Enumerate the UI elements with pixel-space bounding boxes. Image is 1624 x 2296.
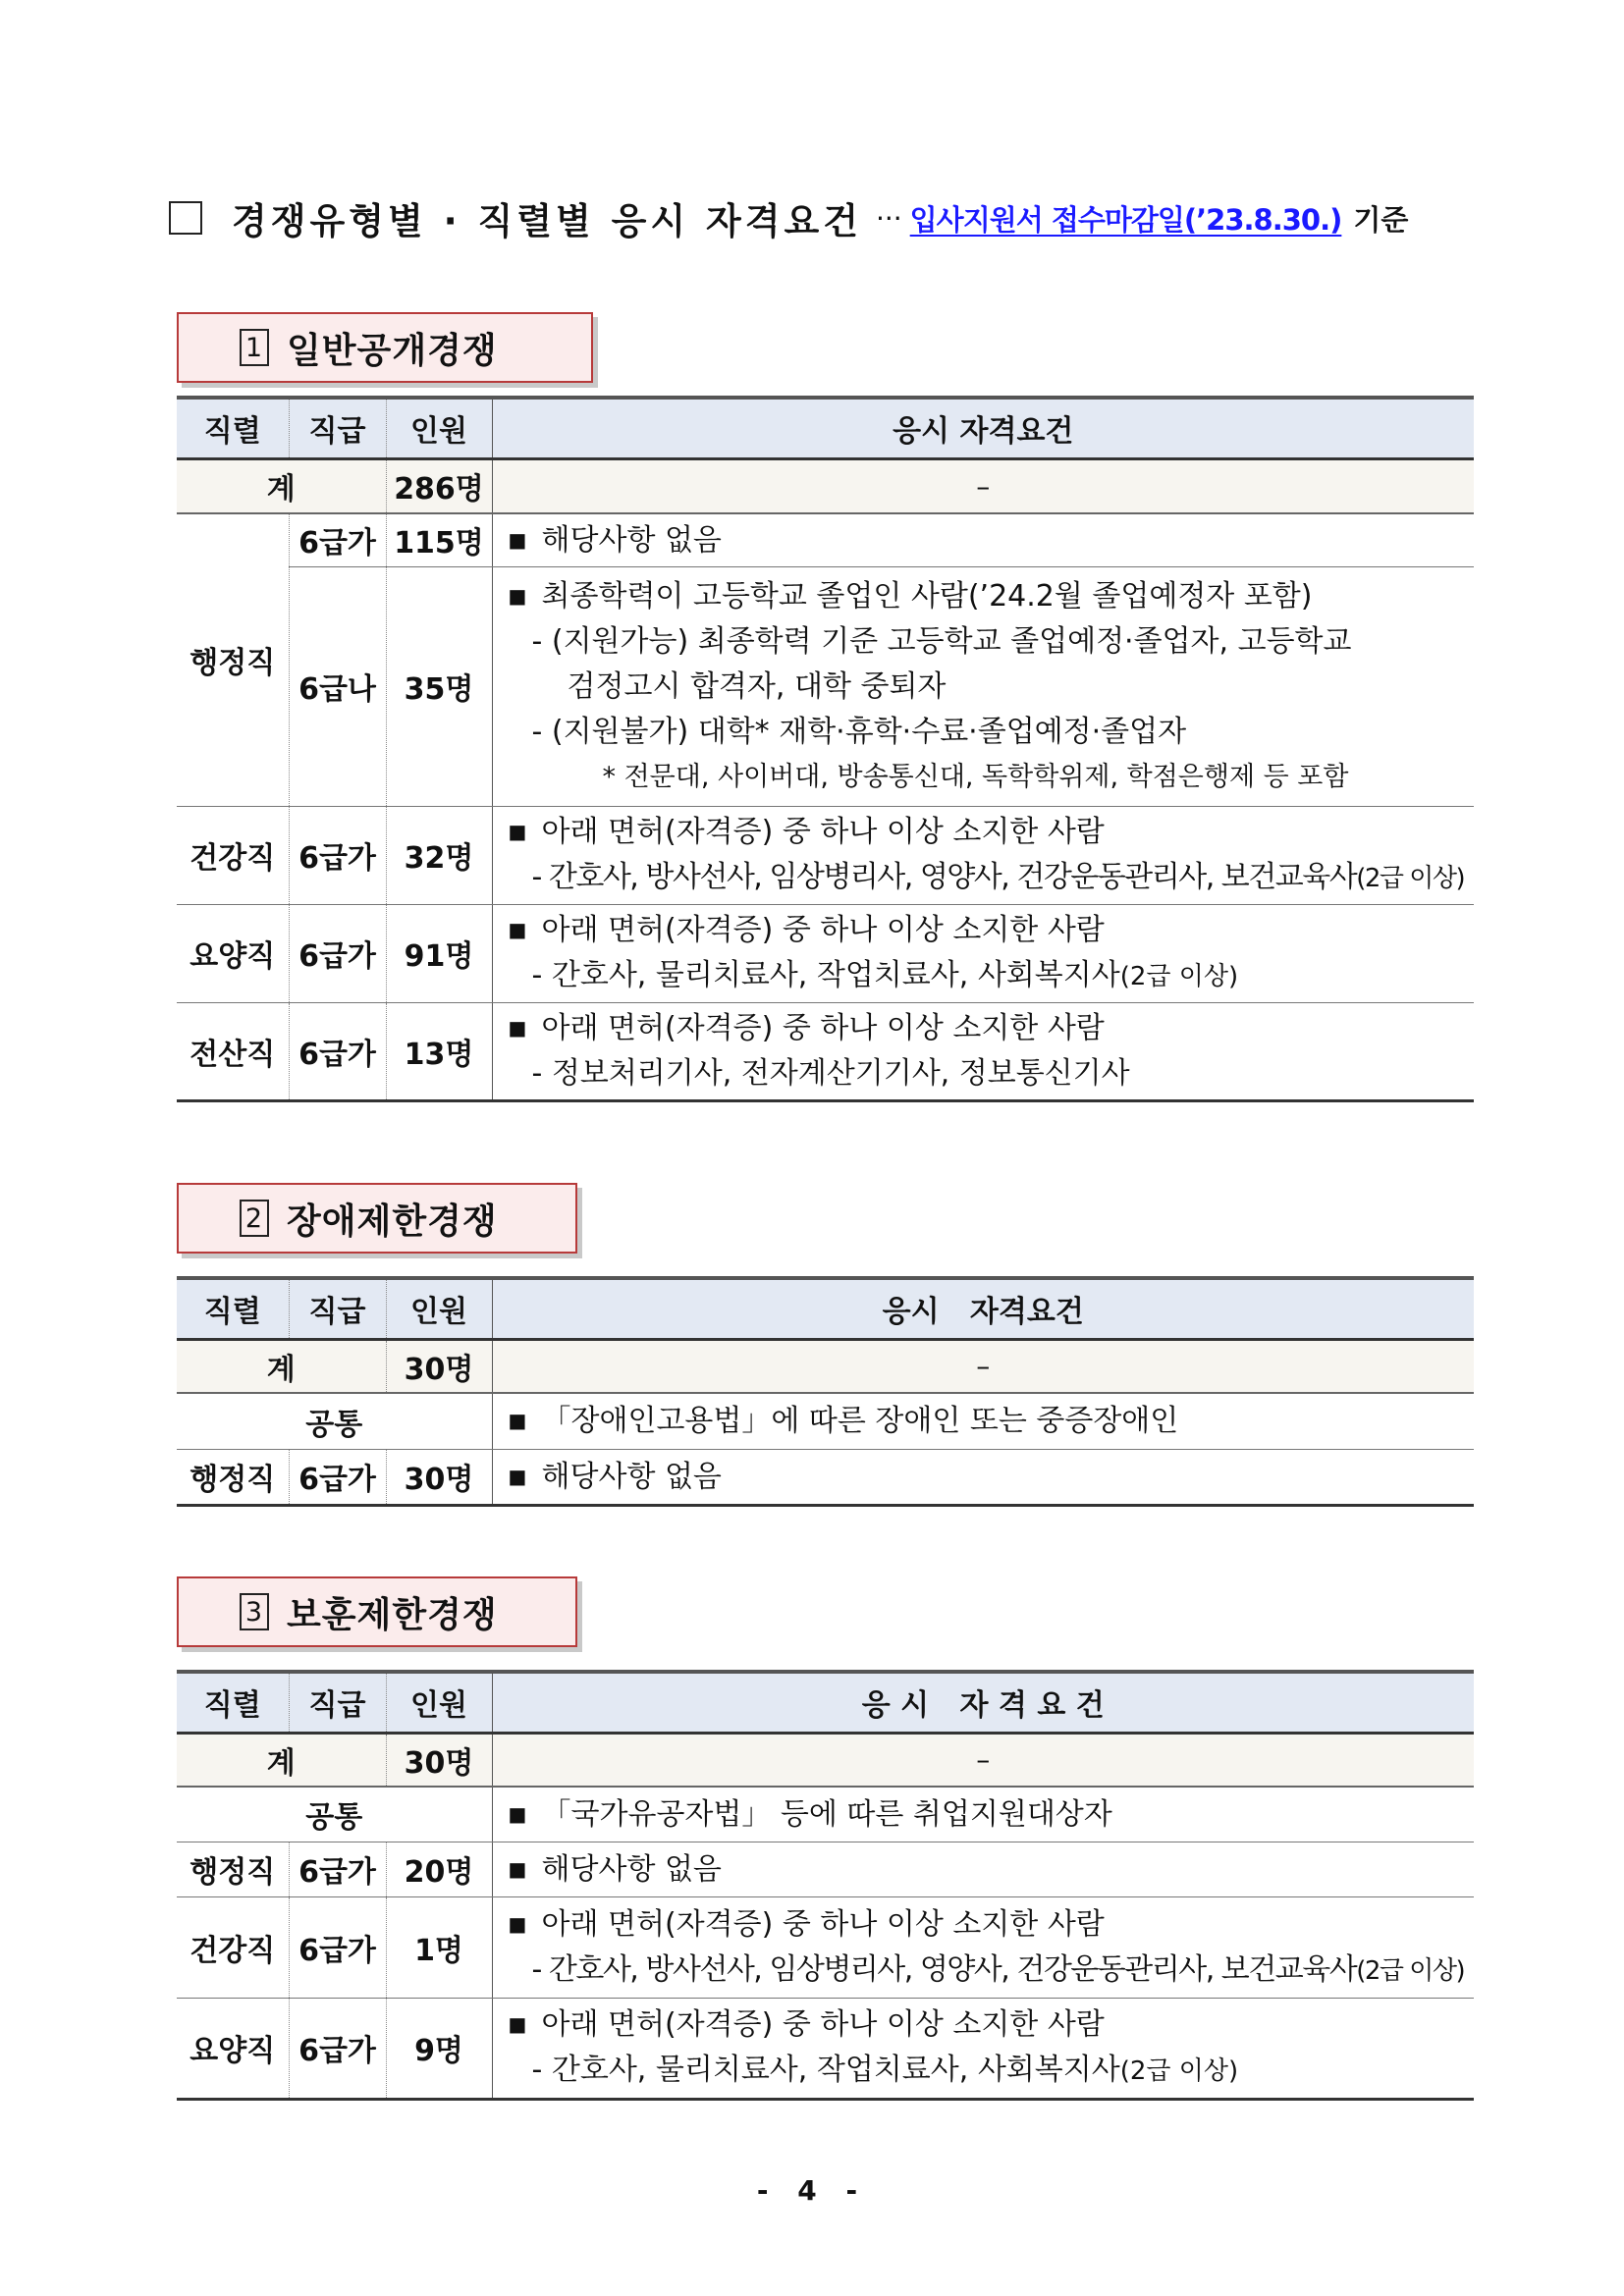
total-count: 30명 <box>386 1733 492 1787</box>
bullet-square-icon: ■ <box>508 918 527 941</box>
requirement-subitem: - 간호사, 방사선사, 임상병리사, 영양사, 건강운동관리사, 보건교육사(2급 이상) <box>531 1951 1465 1987</box>
count-cell: 35명 <box>386 566 492 806</box>
header-requirements: 응 시 자 격 요 건 <box>492 1672 1474 1733</box>
requirement-text: 아래 면허(자격증) 중 하나 이상 소지한 사람 <box>541 815 1105 849</box>
header-series: 직렬 <box>177 1278 289 1339</box>
count-cell: 20명 <box>386 1842 492 1896</box>
requirement-subitem: - 간호사, 물리치료사, 작업치료사, 사회복지사(2급 이상) <box>531 958 1239 992</box>
section-3-number: 3 <box>240 1593 269 1630</box>
bullet-square-icon: ■ <box>508 1464 527 1488</box>
deadline-link[interactable]: 입사지원서 접수마감일(’23.8.30.) <box>909 202 1342 237</box>
bullet-square-icon: ■ <box>508 820 527 843</box>
requirement-text: 아래 면허(자격증) 중 하나 이상 소지한 사람 <box>541 1011 1105 1045</box>
table-header-row <box>177 1672 1474 1733</box>
section-3-title: 보훈제한경쟁 <box>287 1594 498 1635</box>
count-cell: 1명 <box>386 1896 492 1998</box>
table-row <box>177 1896 1474 1998</box>
requirement-cell <box>492 1002 1474 1100</box>
requirement-subitem: - (지원가능) 최종학력 기준 고등학교 졸업예정·졸업자, 고등학교 <box>531 623 1352 659</box>
section-1-label <box>177 312 593 383</box>
section-1-title: 일반공개경쟁 <box>287 330 498 371</box>
requirement-cell <box>492 1842 1474 1896</box>
requirement-subitem: - 간호사, 방사선사, 임상병리사, 영양사, 건강운동관리사, 보건교육사(2급 이상) <box>531 860 1465 894</box>
section-3-label <box>177 1576 577 1647</box>
requirement-cell <box>492 1393 1474 1449</box>
requirement-cell <box>492 1998 1474 2099</box>
total-requirement: – <box>492 458 1474 513</box>
table-row <box>177 1842 1474 1896</box>
requirement-text: 해당사항 없음 <box>541 1459 722 1494</box>
total-row <box>177 458 1474 513</box>
section-3-table <box>177 1670 1474 2101</box>
common-label: 공통 <box>177 1393 492 1449</box>
requirement-cell <box>492 1449 1474 1505</box>
requirement-cell <box>492 1787 1474 1842</box>
header-series: 직렬 <box>177 1672 289 1733</box>
grade-cell: 6급가 <box>289 904 386 1002</box>
heading-text: 경쟁유형별 · 직렬별 응시 자격요건 <box>232 200 862 242</box>
count-cell: 91명 <box>386 904 492 1002</box>
header-requirements: 응시 자격요건 <box>492 398 1474 458</box>
requirement-text: 해당사항 없음 <box>541 522 722 558</box>
bullet-square-icon: ■ <box>508 1016 527 1040</box>
grade-cell: 6급나 <box>289 566 386 806</box>
table-row <box>177 904 1474 1002</box>
table-row <box>177 566 1474 806</box>
count-cell: 9명 <box>386 1998 492 2099</box>
requirement-text: 해당사항 없음 <box>541 1851 722 1887</box>
bullet-square-icon: ■ <box>508 527 527 552</box>
bullet-square-icon: ■ <box>508 583 527 608</box>
table-row <box>177 1393 1474 1449</box>
requirement-text: 「국가유공자법」 등에 따른 취업지원대상자 <box>541 1796 1112 1832</box>
requirement-cell <box>492 904 1474 1002</box>
heading-ellipsis: ··· <box>875 201 902 235</box>
series-admin: 행정직 <box>177 1842 289 1896</box>
bullet-square-icon: ■ <box>508 1911 527 1936</box>
grade-cell: 6급가 <box>289 513 386 566</box>
requirement-cell <box>492 513 1474 566</box>
grade-cell: 6급가 <box>289 1449 386 1505</box>
section-2-label <box>177 1183 577 1254</box>
common-label: 공통 <box>177 1787 492 1842</box>
requirement-subitem: - (지원불가) 대학* 재학·휴학·수료·졸업예정·졸업자 <box>531 714 1187 749</box>
total-row <box>177 1339 1474 1393</box>
grade-cell: 6급가 <box>289 1002 386 1100</box>
header-count: 인원 <box>386 398 492 458</box>
count-cell: 115명 <box>386 513 492 566</box>
count-cell: 32명 <box>386 806 492 904</box>
requirement-subitem: 검정고시 합격자, 대학 중퇴자 <box>567 668 947 704</box>
section-2-table <box>177 1276 1474 1507</box>
total-count: 286명 <box>386 458 492 513</box>
series-admin: 행정직 <box>177 513 289 806</box>
heading-suffix: 기준 <box>1353 202 1409 237</box>
table-row <box>177 513 1474 566</box>
grade-cell: 6급가 <box>289 1896 386 1998</box>
total-label: 계 <box>177 1339 386 1393</box>
count-cell: 30명 <box>386 1449 492 1505</box>
section-1-number: 1 <box>240 329 269 366</box>
series-care: 요양직 <box>177 904 289 1002</box>
series-care: 요양직 <box>177 1998 289 2099</box>
requirement-text: 아래 면허(자격증) 중 하나 이상 소지한 사람 <box>541 1906 1105 1942</box>
total-row <box>177 1733 1474 1787</box>
requirement-text: 최종학력이 고등학교 졸업인 사람(’24.2월 졸업예정자 포함) <box>541 578 1313 614</box>
bullet-square-icon: ■ <box>508 1856 527 1881</box>
table-row <box>177 1998 1474 2099</box>
count-cell: 13명 <box>386 1002 492 1100</box>
requirement-subitem: - 간호사, 물리치료사, 작업치료사, 사회복지사(2급 이상) <box>531 2053 1239 2087</box>
table-header-row <box>177 398 1474 458</box>
table-header-row <box>177 1278 1474 1339</box>
header-count: 인원 <box>386 1278 492 1339</box>
requirement-text: 「장애인고용법」에 따른 장애인 또는 중증장애인 <box>541 1404 1179 1439</box>
series-health: 건강직 <box>177 806 289 904</box>
table-row <box>177 1002 1474 1100</box>
series-it: 전산직 <box>177 1002 289 1100</box>
total-requirement: – <box>492 1339 1474 1393</box>
header-grade: 직급 <box>289 1672 386 1733</box>
section-2-title: 장애제한경쟁 <box>287 1201 498 1242</box>
header-count: 인원 <box>386 1672 492 1733</box>
grade-cell: 6급가 <box>289 1842 386 1896</box>
header-grade: 직급 <box>289 398 386 458</box>
requirement-cell <box>492 566 1474 806</box>
bullet-square-icon: ■ <box>508 1409 527 1433</box>
header-grade: 직급 <box>289 1278 386 1339</box>
page-title <box>169 188 1485 247</box>
total-requirement: – <box>492 1733 1474 1787</box>
checkbox-square-icon <box>169 201 202 235</box>
header-requirements: 응시 자격요건 <box>492 1278 1474 1339</box>
header-series: 직렬 <box>177 398 289 458</box>
section-2-number: 2 <box>240 1200 269 1237</box>
requirement-note: * 전문대, 사이버대, 방송통신대, 독학학위제, 학점은행제 등 포함 <box>602 761 1349 792</box>
series-admin: 행정직 <box>177 1449 289 1505</box>
requirement-text: 아래 면허(자격증) 중 하나 이상 소지한 사람 <box>541 913 1105 947</box>
requirement-cell <box>492 806 1474 904</box>
total-label: 계 <box>177 458 386 513</box>
bullet-square-icon: ■ <box>508 1801 527 1826</box>
grade-cell: 6급가 <box>289 806 386 904</box>
requirement-subitem: - 정보처리기사, 전자계산기기사, 정보통신기사 <box>531 1056 1130 1091</box>
page-number: - 4 - <box>756 2174 868 2207</box>
series-health: 건강직 <box>177 1896 289 1998</box>
grade-cell: 6급가 <box>289 1998 386 2099</box>
section-1-table <box>177 396 1474 1102</box>
requirement-text: 아래 면허(자격증) 중 하나 이상 소지한 사람 <box>541 2007 1105 2042</box>
bullet-square-icon: ■ <box>508 2012 527 2036</box>
total-count: 30명 <box>386 1339 492 1393</box>
table-row <box>177 1787 1474 1842</box>
table-row <box>177 1449 1474 1505</box>
total-label: 계 <box>177 1733 386 1787</box>
requirement-cell <box>492 1896 1474 1998</box>
table-row <box>177 806 1474 904</box>
